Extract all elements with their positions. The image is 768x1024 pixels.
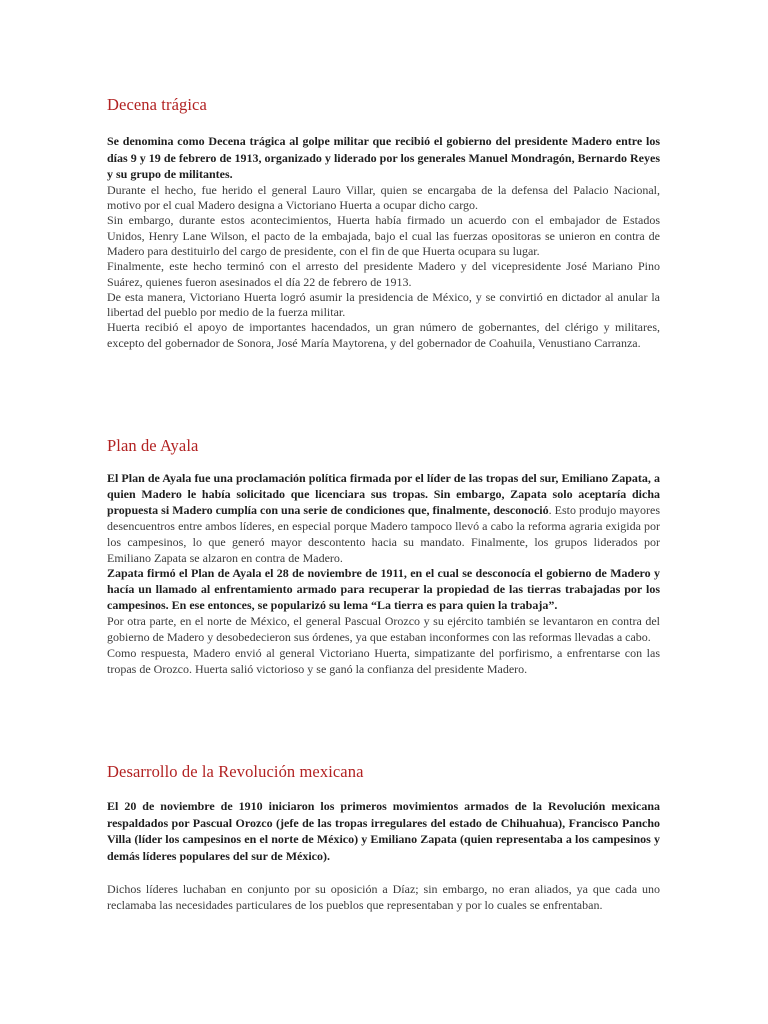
section-heading: Desarrollo de la Revolución mexicana [107,762,364,781]
body-paragraph: Finalmente, este hecho terminó con el arresto del presidente Madero y del vicepresidente José Mariano Pino Suárez, quienes fueron asesinados el día 22 de febrero de 1913. [107,259,660,289]
section-heading: Decena trágica [107,95,207,114]
body-text: . Esto produjo mayores desencuentros entre ambos líderes, en especial porque Madero tampoco llevó a cabo la reforma agraria exigida por los campesinos, lo que generó mayor descontento hacia su mandato. Finalmente, los grupos liderados por Emiliano Zapata se alzaron en contra de Madero. [107,502,660,565]
bold-text: El Plan de Ayala fue una proclamación política firmada por el líder de las tropas del sur, Emiliano Zapata, a quien Madero le había solicitado que licenciara sus tropas. Sin embargo, Zapata solo aceptaría dicha propuesta si Madero cumplía con una serie de condiciones que, finalmente, desconoció [107,471,660,517]
body-paragraph: Como respuesta, Madero envió al general Victoriano Huerta, simpatizante del porfirismo, a enfrentarse con las tropas de Orozco. Huerta salió victorioso y se ganó la confianza del presidente Madero. [107,645,660,676]
body-paragraph: Por otra parte, en el norte de México, el general Pascual Orozco y su ejército también se levantaron en contra del gobierno de Madero y desobedecieron sus órdenes, ya que estaban inconformes con las reformas llevadas a cabo. [107,614,660,645]
section-plan-de-ayala [107,436,660,678]
lead-paragraph: El 20 de noviembre de 1910 iniciaron los primeros movimientos armados de la Revolución mexicana respaldados por Pascual Orozco (jefe de las tropas irregulares del estado de Chihuahua), Francisco Pancho Villa (líder los campesinos en el norte de México) y Emiliano Zapata (quien representaba a los campesinos y demás líderes populares del sur de México). [107,799,660,863]
body-paragraph: Dichos líderes luchaban en conjunto por su oposición a Díaz; sin embargo, no eran aliados, ya que cada uno reclamaba las necesidades particulares de los pueblos que representaban y por lo cuales se enfrentaban. [107,882,660,912]
body-paragraph: Huerta recibió el apoyo de importantes hacendados, un gran número de gobernantes, del clérigo y militares, excepto del gobernador de Sonora, José María Maytorena, y del gobernador de Coahuila, Venustiano Carranza. [107,320,660,350]
lead-paragraph: Se denomina como Decena trágica al golpe militar que recibió el gobierno del presidente Madero entre los días 9 y 19 de febrero de 1913, organizado y liderado por los generales Manuel Mondragón, Bernardo Reyes y su grupo de militantes. [107,134,660,182]
mixed-paragraph [107,471,660,566]
section-decena-tragica [107,95,660,351]
section-heading: Plan de Ayala [107,436,199,455]
body-paragraph: Durante el hecho, fue herido el general Lauro Villar, quien se encargaba de la defensa del Palacio Nacional, motivo por el cual Madero designa a Victoriano Huerta a ocupar dicho cargo. [107,182,660,213]
body-paragraph: Sin embargo, durante estos acontecimientos, Huerta había firmado un acuerdo con el embajador de Estados Unidos, Henry Lane Wilson, el pacto de la embajada, bajo el cual las fuerzas opositoras se unieron en contra de Madero para destituirlo del cargo de presidente, con el fin de que Huerta ocupara su lugar. [107,213,660,258]
section-desarrollo-revolucion [107,762,660,913]
body-paragraph: De esta manera, Victoriano Huerta logró asumir la presidencia de México, y se convirtió en dictador al anular la libertad del pueblo por medio de la fuerza militar. [107,289,660,320]
lead-paragraph: Zapata firmó el Plan de Ayala el 28 de noviembre de 1911, en el cual se desconocía el gobierno de Madero y hacía un llamado al enfrentamiento armado para recuperar la propiedad de las tierras trabajadas por los campesinos. En ese entonces, se popularizó su lema “La tierra es para quien la trabaja”. [107,566,660,613]
